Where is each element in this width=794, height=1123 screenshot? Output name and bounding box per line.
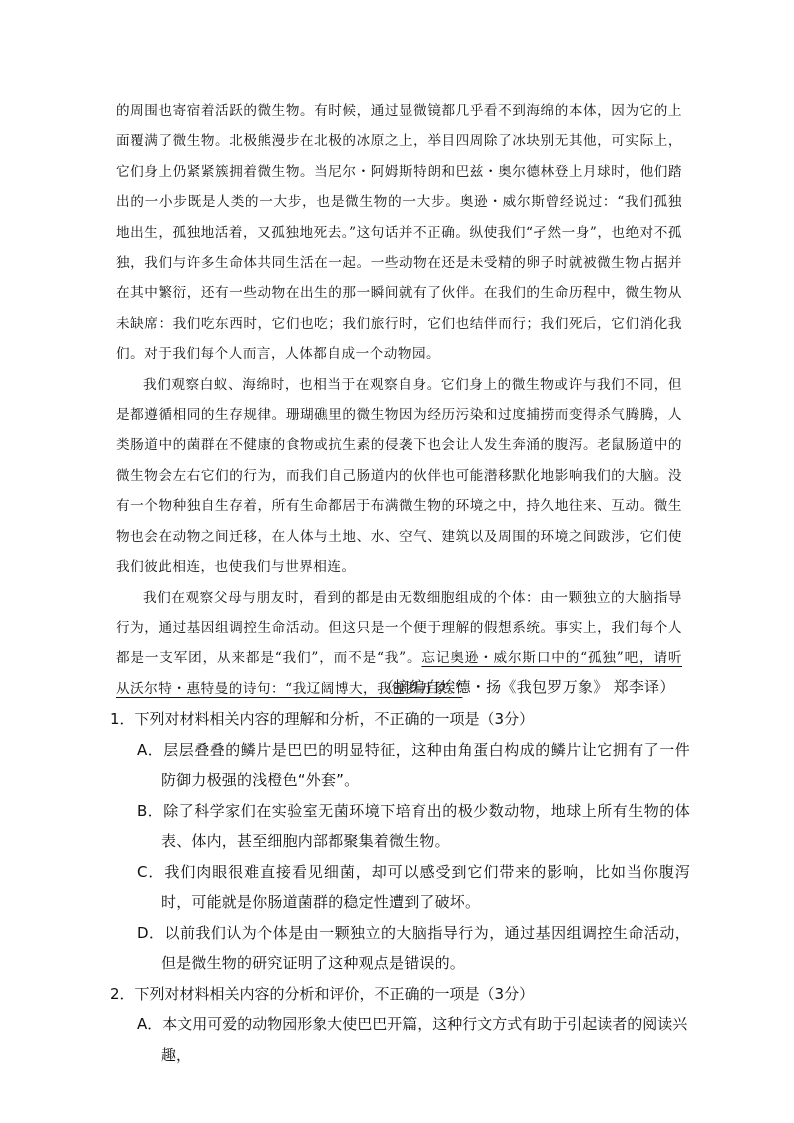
question-1-option-c: C．我们肉眼很难直接看见细菌，却可以感受到它们带来的影响，比如当你腹泻时，可能就是你肠道菌群的稳定性遭到了破坏。 xyxy=(137,862,690,911)
question-2-stem: 2．下列对材料相关内容的分析和评价，不正确的一项是（3分） xyxy=(110,984,535,1003)
passage-paragraph-3-text: 我们在观察父母与朋友时，看到的都是由无数细胞组成的个体：由一颗独立的大脑指导行为，通过基因组调控生命活动。但这只是一个便于理解的假想系统。事实上，我们每个人都是一支军团，从来都是“我们”，而不是“我”。 xyxy=(116,589,682,667)
question-2-option-a: A．本文用可爱的动物园形象大使巴巴开篇，这种行文方式有助于引起读者的阅读兴趣， xyxy=(137,1015,688,1064)
question-1-stem: 1．下列对材料相关内容的理解和分析，不正确的一项是（3分） xyxy=(110,710,535,728)
passage-paragraph-1: 的周围也寄宿着活跃的微生物。有时候，通过显微镜都几乎看不到海绵的本体，因为它的上面覆满了微生物。北极熊漫步在北极的冰原之上，举目四周除了冰块别无其他，可实际上，它们身上仍紧紧簇拥着微生物。当尼尔・阿姆斯特朗和巴兹・奥尔德林登上月球时，他们踏出的一小步既是人类的一大步，也是微生物的一大步。奥逊・威尔斯曾经说过：“我们孤独地出生，孤独地活着，又孤独地死去。”这句话并不正确。纵使我们“孑然一身”，也绝对不孤独，我们与许多生命体共同生活在一起。一些动物在还是未受精的卵子时就被微生物占据并在其中繁衍，还有一些动物在出生的那一瞬间就有了伙伴。在我们的生命历程中，微生物从未缺席：我们吃东西时，它们也吃；我们旅行时，它们也结伴而行；我们死后，它们消化我们。对于我们每个人而言，人体都自成一个动物园。 xyxy=(116,103,682,363)
passage-paragraph-2: 我们观察白蚁、海绵时，也相当于在观察自身。它们身上的微生物或许与我们不同，但是都遵循相同的生存规律。珊瑚礁里的微生物因为经历污染和过度捕捞而变得杀气腾腾，人类肠道中的菌群在不健康的食物或抗生素的侵袭下也会让人发生奔涌的腹泻。老鼠肠道中的微生物会左右它们的行为，而我们自己肠道内的伙伴也可能潜移默化地影响我们的大脑。没有一个物种独自生存着，所有生命都居于布满微生物的环境之中，持久地往来、互动。微生物也会在动物之间迁移，在人体与土地、水、空气、建筑以及周围的环境之间跋涉，它们使我们彼此相连，也使我们与世界相连。 xyxy=(116,376,682,576)
question-1-option-a: A．层层叠叠的鳞片是巴巴的明显特征，这种由角蛋白构成的鳞片让它拥有了一件防御力极强的浅橙色“外套”。 xyxy=(137,740,690,789)
underlined-quote: 忘记奥逊・威尔斯口中的“孤独”吧，请听从沃尔特・惠特曼的诗句：“我辽阔博大，我包罗万象。” xyxy=(116,650,682,697)
question-1-option-d: D．以前我们认为个体是由一颗独立的大脑指导行为，通过基因组调控生命活动，但是微生物的研究证明了这种观点是错误的。 xyxy=(137,923,690,972)
source-citation: （摘编自埃德・扬《我包罗万象》 郑李译） xyxy=(379,678,675,696)
passage xyxy=(116,96,682,704)
question-1-option-b: B．除了科学家们在实验室无菌环境下培育出的极少数动物，地球上所有生物的体表、体内，甚至细胞内部都聚集着微生物。 xyxy=(137,801,690,850)
questions-section xyxy=(110,704,690,1070)
